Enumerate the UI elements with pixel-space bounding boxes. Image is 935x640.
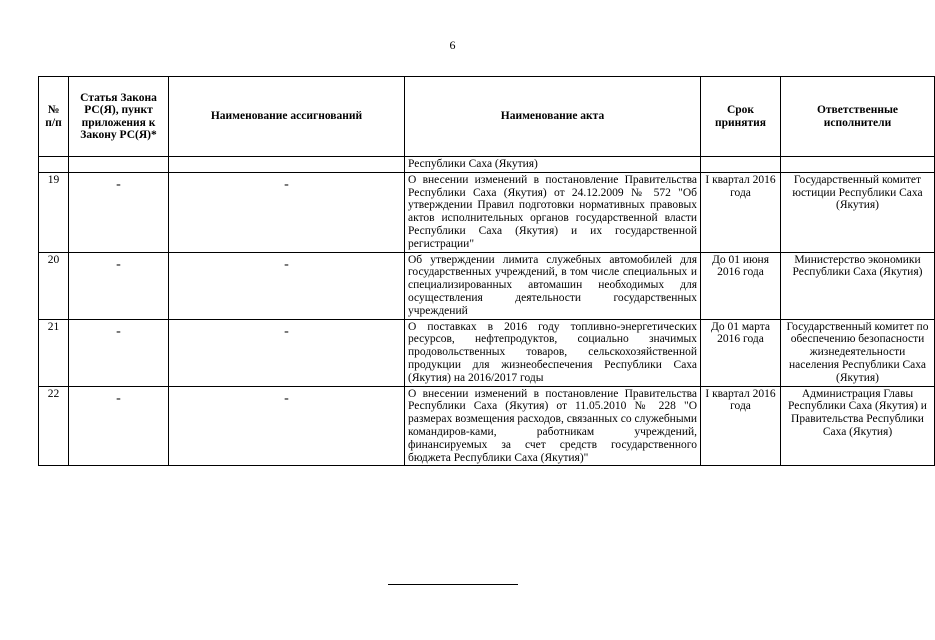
row-number: 20	[39, 252, 69, 319]
continuation-text: Республики Саха (Якутия)	[405, 157, 701, 173]
row-act: О внесении изменений в постановление Правительства Республики Саха (Якутия) от 11.05.2010 № 228 "О размерах возмещения расходов, связанных со служебными командиров-ками, работникам учреждений, финансируемых за счет средств государственного бюджета Республики Саха (Якутия)"	[405, 386, 701, 466]
page-number: 6	[449, 38, 456, 52]
footer-divider	[388, 584, 518, 585]
row-allocation: -	[169, 252, 405, 319]
row-allocation: -	[169, 386, 405, 466]
header-article: Статья Закона РС(Я), пункт приложения к Закону РС(Я)*	[69, 77, 169, 157]
row-number: 22	[39, 386, 69, 466]
row-term: I квартал 2016 года	[701, 386, 781, 466]
row-responsible: Государственный комитет по обеспечению безопасности жизнедеятельности населения Республики Саха (Якутия)	[781, 319, 935, 386]
header-row	[39, 77, 935, 157]
table-row	[39, 172, 935, 252]
header-responsible: Ответственные исполнители	[781, 77, 935, 157]
row-article: -	[69, 252, 169, 319]
row-act: О поставках в 2016 году топливно-энергетических ресурсов, нефтепродуктов, социально значимых продовольственных товаров, сельскохозяйственной продукции для жизнеобеспечения Республики Саха (Якутия) на 2016/2017 годы	[405, 319, 701, 386]
row-number: 21	[39, 319, 69, 386]
row-article: -	[69, 172, 169, 252]
row-article: -	[69, 386, 169, 466]
row-number: 19	[39, 172, 69, 252]
header-act: Наименование акта	[405, 77, 701, 157]
header-allocation: Наименование ассигнований	[169, 77, 405, 157]
header-term: Срок принятия	[701, 77, 781, 157]
row-term: До 01 марта 2016 года	[701, 319, 781, 386]
row-act: Об утверждении лимита служебных автомобилей для государственных учреждений, в том числе специальных и специализированных автомашин необходимых для осуществления деятельности государственных учреждений	[405, 252, 701, 319]
row-allocation: -	[169, 319, 405, 386]
row-responsible: Министерство экономики Республики Саха (Якутия)	[781, 252, 935, 319]
row-responsible: Государственный комитет юстиции Республики Саха (Якутия)	[781, 172, 935, 252]
table-row	[39, 319, 935, 386]
table-row	[39, 252, 935, 319]
row-allocation: -	[169, 172, 405, 252]
row-article: -	[69, 319, 169, 386]
continuation-row	[39, 157, 935, 173]
row-term: До 01 июня 2016 года	[701, 252, 781, 319]
row-responsible: Администрация Главы Республики Саха (Якутия) и Правительства Республики Саха (Якутия)	[781, 386, 935, 466]
row-term: I квартал 2016 года	[701, 172, 781, 252]
row-act: О внесении изменений в постановление Правительства Республики Саха (Якутия) от 24.12.2009 № 572 "Об утверждении Правил подготовки нормативных правовых актов исполнительных органов государственной власти Республики Саха (Якутия) и их государственной регистрации"	[405, 172, 701, 252]
legal-acts-table	[38, 76, 935, 466]
header-num: № п/п	[39, 77, 69, 157]
table-row	[39, 386, 935, 466]
